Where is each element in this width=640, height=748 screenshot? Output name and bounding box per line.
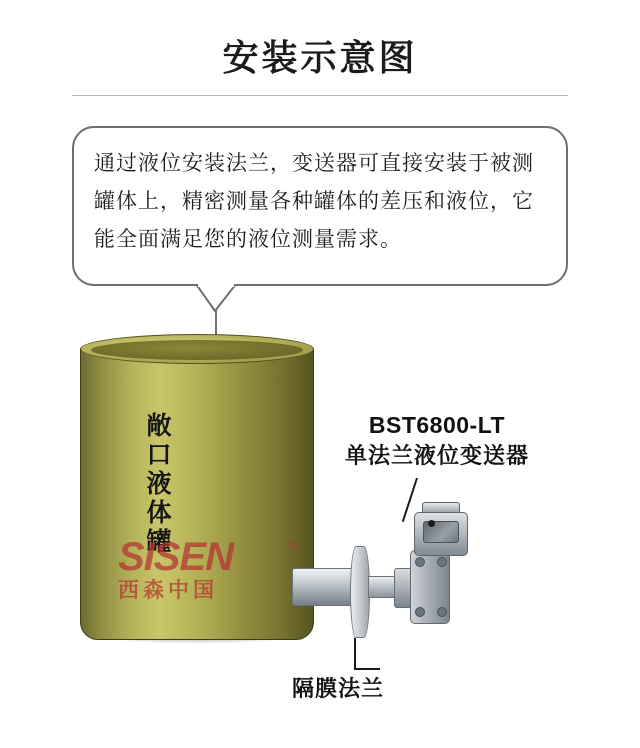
callout-tail — [196, 284, 238, 312]
flange-leader-horizontal — [354, 668, 380, 670]
description-callout — [72, 126, 568, 286]
watermark-brand: SISEN — [118, 535, 234, 579]
device-leader-endpoint — [428, 520, 435, 527]
connection-pipe — [292, 568, 354, 606]
watermark-registered-icon: ® — [288, 538, 298, 553]
flange-label: 隔膜法兰 — [291, 676, 384, 701]
tank-top-ellipse — [80, 334, 314, 364]
tank-label: 敞口液体罐 — [143, 412, 171, 557]
description-text: 通过液位安装法兰，变送器可直接安装于被测罐体上，精密测量各种罐体的差压和液位，它能全面满足您的液位测量需求。 — [94, 152, 534, 251]
device-name-label: 单法兰液位变送器 — [344, 443, 529, 468]
watermark-subtitle: 西森中国 — [118, 579, 218, 602]
tank-opening — [91, 340, 303, 360]
title-divider — [72, 95, 568, 96]
bolt-icon — [415, 607, 425, 617]
transmitter-assembly — [286, 510, 486, 640]
transmitter-body — [410, 550, 450, 624]
bolt-icon — [415, 557, 425, 567]
flange-leader-vertical — [354, 638, 356, 670]
bolt-icon — [437, 607, 447, 617]
device-model-label: BST6800-LT — [368, 412, 506, 438]
page-title: 安装示意图 — [222, 37, 418, 78]
diaphragm-flange — [350, 546, 370, 638]
device-annotation — [332, 410, 542, 472]
bolt-icon — [437, 557, 447, 567]
